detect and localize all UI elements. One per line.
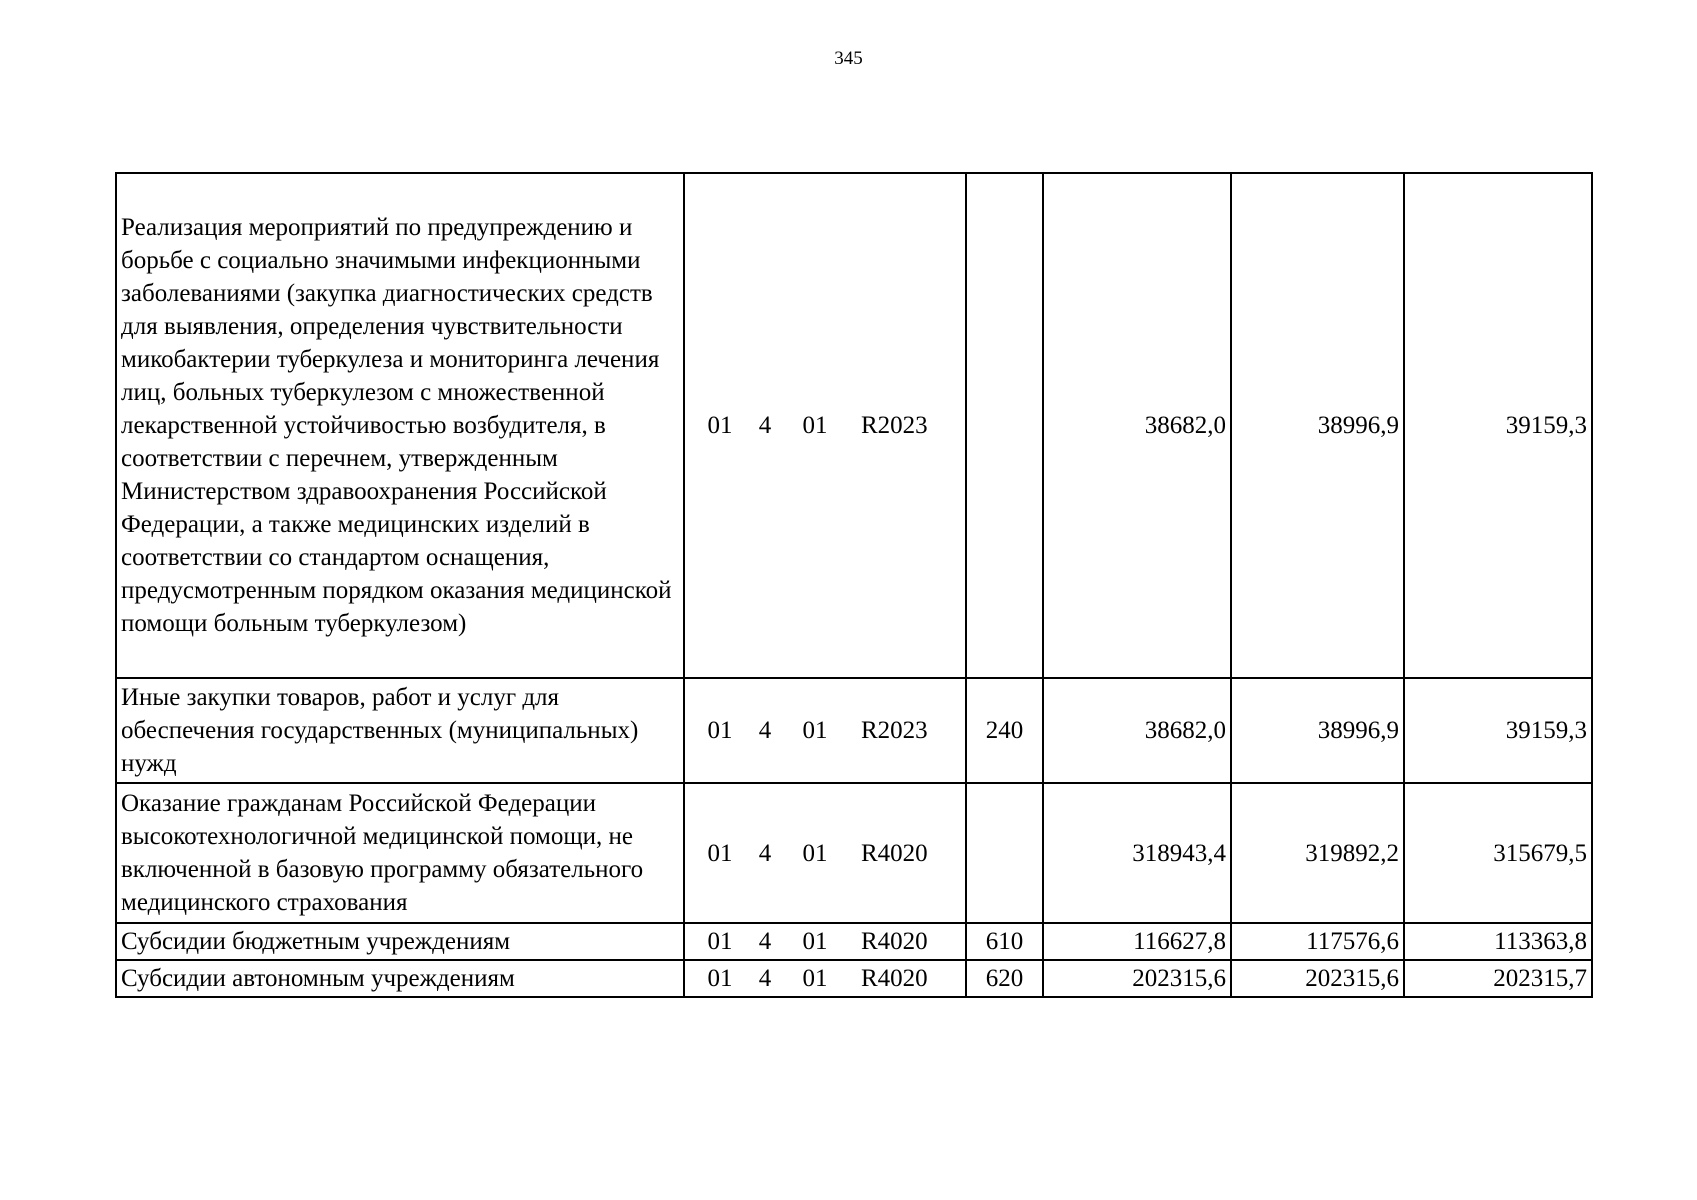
expense-type: 610	[966, 923, 1043, 960]
amount-year2: 38996,9	[1231, 678, 1404, 783]
code-subprogram: 01	[802, 412, 828, 439]
row-codes	[684, 923, 966, 960]
page-number: 345	[834, 48, 863, 69]
expense-type	[966, 173, 1043, 678]
code-subprogram: 01	[802, 928, 828, 955]
amount-year1: 116627,8	[1043, 923, 1231, 960]
row-name: Иные закупки товаров, работ и услуг для обеспечения государственных (муниципальных) нужд	[116, 678, 684, 783]
expense-type: 620	[966, 960, 1043, 997]
row-codes	[684, 783, 966, 923]
amount-year3: 113363,8	[1404, 923, 1592, 960]
code-subprogram: 01	[802, 839, 828, 867]
code-direction: R4020	[861, 839, 928, 867]
row-name: Оказание гражданам Российской Федерации высокотехнологичной медицинской помощи, не включенной в базовую программу обязательного медицинского страхования	[116, 783, 684, 923]
amount-year2: 319892,2	[1231, 783, 1404, 923]
budget-table	[115, 172, 1593, 998]
table-row	[116, 678, 1592, 783]
code-program: 01	[707, 839, 733, 867]
amount-year2: 202315,6	[1231, 960, 1404, 997]
amount-year3: 315679,5	[1404, 783, 1592, 923]
code-program: 01	[707, 965, 733, 992]
amount-year2: 117576,6	[1231, 923, 1404, 960]
amount-year2: 38996,9	[1231, 173, 1404, 678]
code-type: 4	[758, 928, 772, 955]
code-direction: R2023	[861, 717, 928, 744]
code-direction: R4020	[861, 928, 928, 955]
amount-year1: 202315,6	[1043, 960, 1231, 997]
table-row	[116, 923, 1592, 960]
row-codes	[684, 960, 966, 997]
code-type: 4	[758, 412, 772, 439]
amount-year3: 202315,7	[1404, 960, 1592, 997]
amount-year3: 39159,3	[1404, 678, 1592, 783]
amount-year1: 38682,0	[1043, 678, 1231, 783]
code-direction: R2023	[861, 412, 928, 439]
code-program: 01	[707, 412, 733, 439]
row-name: Реализация мероприятий по предупреждению и борьбе с социально значимыми инфекционными заболеваниями (закупка диагностических средств для выявления, определения чувствительности микобактерии туберкулеза и мониторинга лечения лиц, больных туберкулезом с множественной лекарственной устойчивостью возбудителя, в соответствии с перечнем, утвержденным Министерством здравоохранения Российской Федерации, а также медицинских изделий в соответствии со стандартом оснащения, предусмотренным порядком оказания медицинской помощи больным туберкулезом)	[116, 173, 684, 678]
row-codes	[684, 678, 966, 783]
row-codes	[684, 173, 966, 678]
code-direction: R4020	[861, 965, 928, 992]
row-name: Субсидии автономным учреждениям	[116, 960, 684, 997]
code-type: 4	[758, 839, 772, 867]
amount-year1: 38682,0	[1043, 173, 1231, 678]
table-row	[116, 173, 1592, 678]
code-program: 01	[707, 928, 733, 955]
expense-type	[966, 783, 1043, 923]
code-subprogram: 01	[802, 717, 828, 744]
amount-year1: 318943,4	[1043, 783, 1231, 923]
code-type: 4	[758, 717, 772, 744]
table-row	[116, 783, 1592, 923]
amount-year3: 39159,3	[1404, 173, 1592, 678]
code-program: 01	[707, 717, 733, 744]
expense-type: 240	[966, 678, 1043, 783]
table-row	[116, 960, 1592, 997]
row-name: Субсидии бюджетным учреждениям	[116, 923, 684, 960]
code-type: 4	[758, 965, 772, 992]
code-subprogram: 01	[802, 965, 828, 992]
